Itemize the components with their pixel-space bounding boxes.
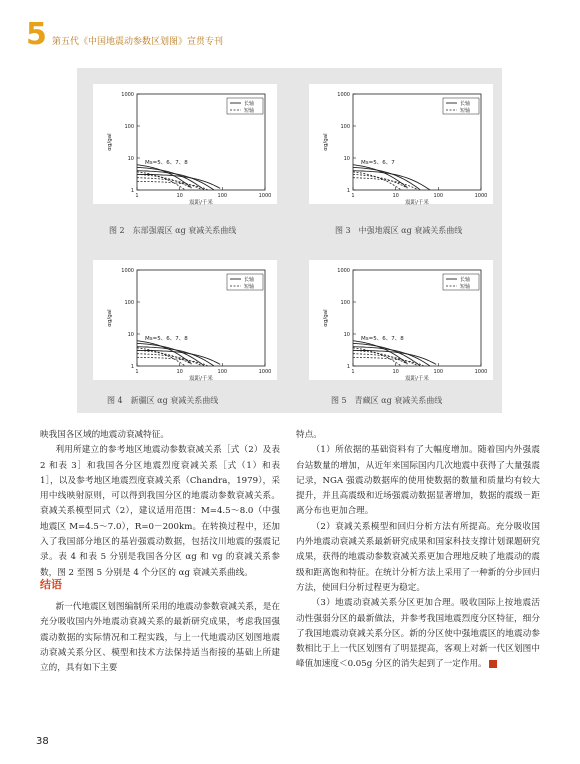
figure-3-caption: 图 3 中强地震区 αg 衰减关系曲线 — [335, 226, 463, 235]
y-tick-label: 1000 — [121, 268, 134, 274]
paragraph: 新一代地震区划图编制所采用的地震动参数衰减关系，是在充分吸收国内外地震动衰减关系的最新研究成果，考虑我国强震动数据的实际情况和工程实践，与上一代地震动区划图地震动衰减关系分区、模型和技术方法保持适当衔接的基础上所建立的，具有如下主要 — [40, 602, 280, 674]
legend-label: 短轴 — [460, 108, 471, 114]
x-tick-label: 1 — [135, 369, 139, 375]
y-axis-label: αg/gal — [107, 133, 113, 151]
figure-5 — [309, 260, 493, 380]
x-axis-label: 震距/千米 — [405, 200, 429, 206]
y-tick-label: 1 — [130, 364, 134, 370]
paragraph — [296, 596, 540, 672]
x-tick-label: 10 — [176, 193, 183, 199]
paragraph: 映我国各区域的地震动衰减特征。 — [40, 430, 169, 440]
chart-4 — [93, 260, 277, 380]
left-column-2 — [40, 600, 280, 676]
y-axis-label: αg/gal — [323, 133, 329, 151]
chart-2 — [93, 84, 277, 204]
x-tick-label: 100 — [217, 369, 228, 375]
y-tick-label: 10 — [343, 332, 350, 338]
figure-2-caption: 图 2 东部强震区 αg 衰减关系曲线 — [109, 226, 237, 235]
legend-label: 短轴 — [460, 284, 471, 290]
x-tick-label: 1 — [351, 193, 355, 199]
x-axis-label: 震距/千米 — [189, 376, 213, 382]
magnitude-annotation: Ms=5、6、7、8 — [361, 336, 404, 342]
figure-3 — [309, 84, 493, 204]
y-tick-label: 10 — [343, 156, 350, 162]
x-axis-label: 震距/千米 — [189, 200, 213, 206]
y-tick-label: 1 — [346, 364, 350, 370]
y-axis-label: αg/gal — [107, 309, 113, 327]
paragraph-text: （3）地震动衰减关系分区更加合理。吸收国际上按地震活动性强弱分区的最新做法，并参考我国地震烈度分区特征，细分了我国地震动衰减关系分区。新的分区使中强地震区的地震动参数相比于上一代区划图有了明显提高，客观上对新一代区划图中峰值加速度＜0.05g 分区的消失起到了一定作用。 — [296, 598, 540, 670]
chart-5 — [309, 260, 493, 380]
paragraph: 利用所建立的参考地区地震动参数衰减关系［式（2）及表 2 和表 3］和我国各分区地震烈度衰减关系［式（1）和表 1］，以及参考地区地震烈度衰减关系（Chandra，1979），采用中线映射原则，可以得到我国分区的地震动参数衰减关系。衰减关系模型同式（2），建议适用范围：M=4.5～8.0（中强地震区 M=4.5～7.0），R=0－200km。在转换过程中，还加入了我国部分地区的基岩强震动数据，包括汶川地震的强震记录。表 4 和表 5 分别是我国各分区 αg 和 vg 的衰减关系参数，图 2 至图 5 分别是 4 个分区的 αg 衰减关系曲线。 — [40, 445, 280, 578]
y-tick-label: 10 — [127, 156, 134, 162]
y-tick-label: 1 — [346, 188, 350, 194]
legend-label: 长轴 — [244, 101, 255, 107]
journal-title: 第五代《中国地震动参数区划图》宣贯专刊 — [52, 37, 224, 47]
chart-3 — [309, 84, 493, 204]
x-tick-label: 10 — [176, 369, 183, 375]
left-column — [40, 428, 280, 581]
section-title: 结语 — [40, 578, 62, 591]
x-tick-label: 1000 — [258, 369, 272, 375]
y-tick-label: 10 — [127, 332, 134, 338]
figure-5-caption: 图 5 青藏区 αg 衰减关系曲线 — [331, 396, 443, 405]
x-tick-label: 100 — [433, 369, 444, 375]
issue-number: 5 — [26, 17, 47, 52]
x-tick-label: 1000 — [474, 369, 488, 375]
y-tick-label: 100 — [340, 124, 350, 130]
magnitude-annotation: Ms=5、6、7 — [361, 160, 395, 166]
legend-label: 长轴 — [244, 277, 255, 283]
x-tick-label: 1000 — [258, 193, 272, 199]
y-axis-label: αg/gal — [323, 309, 329, 327]
x-tick-label: 100 — [217, 193, 228, 199]
paragraph: （1）所依据的基础资料有了大幅度增加。随着国内外强震台站数量的增加，从近年来国际国内几次地震中获得了大量强震记录，NGA 强震动数据库的使用使数据的数量和质量均有较大提升，并且高震级和近场强震动数据显著增加，数据的震级－距离分布也更加合理。 — [296, 445, 540, 517]
x-tick-label: 1 — [135, 193, 139, 199]
y-tick-label: 100 — [124, 300, 134, 306]
figure-2 — [93, 84, 277, 204]
y-tick-label: 1000 — [121, 92, 134, 98]
legend-label: 短轴 — [244, 284, 255, 290]
y-tick-label: 100 — [340, 300, 350, 306]
x-tick-label: 1 — [351, 369, 355, 375]
y-tick-label: 1 — [130, 188, 134, 194]
page-number: 38 — [36, 736, 49, 747]
figure-panel — [77, 68, 502, 413]
figure-4 — [93, 260, 277, 380]
x-axis-label: 震距/千米 — [405, 376, 429, 382]
y-tick-label: 1000 — [337, 92, 350, 98]
legend-label: 长轴 — [460, 277, 471, 283]
x-tick-label: 1000 — [474, 193, 488, 199]
magnitude-annotation: Ms=5、6、7、8 — [145, 336, 188, 342]
x-tick-label: 100 — [433, 193, 444, 199]
figure-4-caption: 图 4 新疆区 αg 衰减关系曲线 — [107, 396, 219, 405]
paragraph: 特点。 — [296, 430, 322, 440]
y-tick-label: 1000 — [337, 268, 350, 274]
legend-label: 长轴 — [460, 101, 471, 107]
right-column — [296, 428, 540, 673]
x-tick-label: 10 — [392, 369, 399, 375]
legend-label: 短轴 — [244, 108, 255, 114]
x-tick-label: 10 — [392, 193, 399, 199]
paragraph: （2）衰减关系模型和回归分析方法有所提高。充分吸收国内外地震动衰减关系最新研究成果和国家科技支撑计划课题研究成果，获得的地震动参数衰减关系更加合理地反映了地震动的震级和距离饱和特征。在统计分析方法上采用了一种新的分步回归方法，使回归分析过程更为稳定。 — [296, 521, 540, 593]
end-mark-icon: 言 — [489, 660, 497, 668]
magnitude-annotation: Ms=5、6、7、8 — [145, 160, 188, 166]
y-tick-label: 100 — [124, 124, 134, 130]
